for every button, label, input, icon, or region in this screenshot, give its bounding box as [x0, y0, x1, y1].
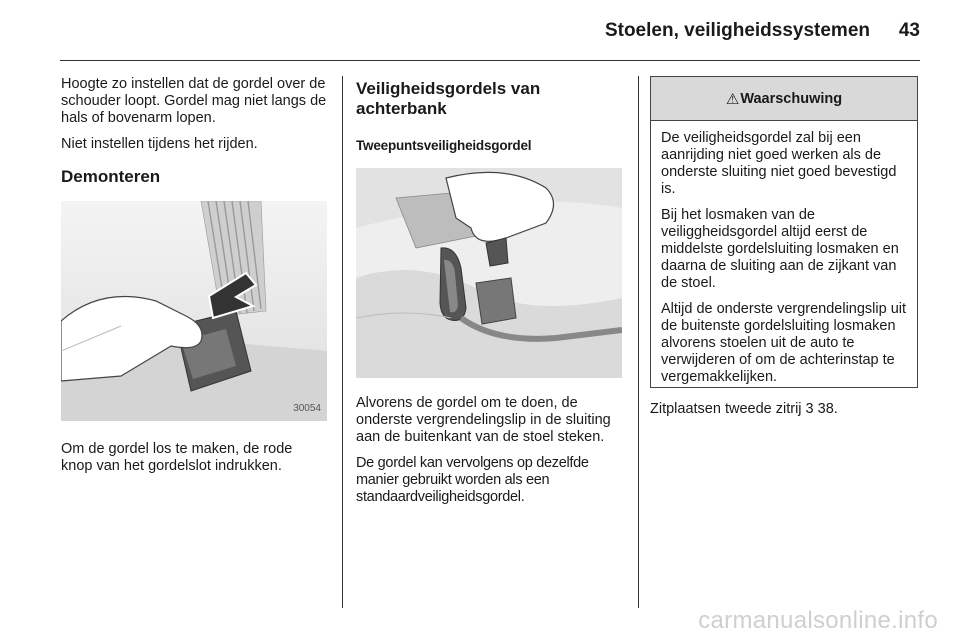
warning-box [650, 76, 918, 388]
column-middle [356, 76, 624, 515]
column-divider-1 [342, 76, 343, 608]
paragraph-use-as-standard: De gordel kan vervolgens op dezelfde manier gebruikt worden als een standaardveiligheidsgordel. [356, 455, 589, 505]
warning-paragraph-2: Bij het losmaken van de veiliggheidsgordel altijd eerst de middelste gordelsluiting losmaken en daarna de sluiting aan de zijkant van de stoel. [661, 207, 899, 291]
header-divider [60, 60, 920, 61]
page-title: Stoelen, veiligheidssystemen [604, 20, 870, 41]
figure-number: 30054 [293, 403, 321, 414]
two-point-belt-drawing [356, 168, 622, 378]
paragraph-release-buckle: Om de gordel los te maken, de rode knop van het gordelslot indrukken. [61, 441, 293, 474]
column-left [61, 76, 327, 484]
page-number: 43 [898, 20, 920, 41]
warning-triangle-icon: ⚠ [725, 90, 740, 108]
paragraph-second-row-reference: Zitplaatsen tweede zitrij 3 38. [650, 401, 838, 417]
warning-paragraph-3: Altijd de onderste vergrendelingslip uit de buitenste gordelsluiting losmaken alvorens stoelen uit de auto te verwijderen of om de achterinstap te vergemakkelijken. [661, 301, 907, 385]
paragraph-height-adjust: Hoogte zo instellen dat de gordel over de schouder loopt. Gordel mag niet langs de hals of bovenarm lopen. [61, 76, 327, 126]
warning-title: Waarschuwing [740, 90, 843, 107]
column-right [650, 401, 920, 427]
heading-rear-seat-belts: Veiligheidsgordels van achterbank [356, 79, 541, 118]
column-divider-2 [638, 76, 639, 608]
warning-body [651, 121, 917, 386]
buckle-release-drawing [61, 201, 327, 421]
paragraph-no-adjust-driving: Niet instellen tijdens het rijden. [61, 136, 258, 152]
warning-paragraph-1: De veiligheidsgordel zal bij een aanrijding niet goed werken als de onderste sluiting niet goed bevestigd is. [661, 130, 897, 197]
subheading-two-point-belt: Tweepuntsveiligheidsgordel [356, 138, 532, 153]
watermark-text: carmanualsonline.info [698, 607, 938, 634]
illustration-buckle-release [61, 201, 327, 421]
paragraph-insert-tongue: Alvorens de gordel om te doen, de onderste vergrendelingslip in de sluiting aan de buitenkant van de stoel steken. [356, 395, 611, 445]
heading-demonteren: Demonteren [61, 167, 161, 186]
warning-header [651, 77, 917, 121]
illustration-two-point-belt [356, 168, 622, 378]
